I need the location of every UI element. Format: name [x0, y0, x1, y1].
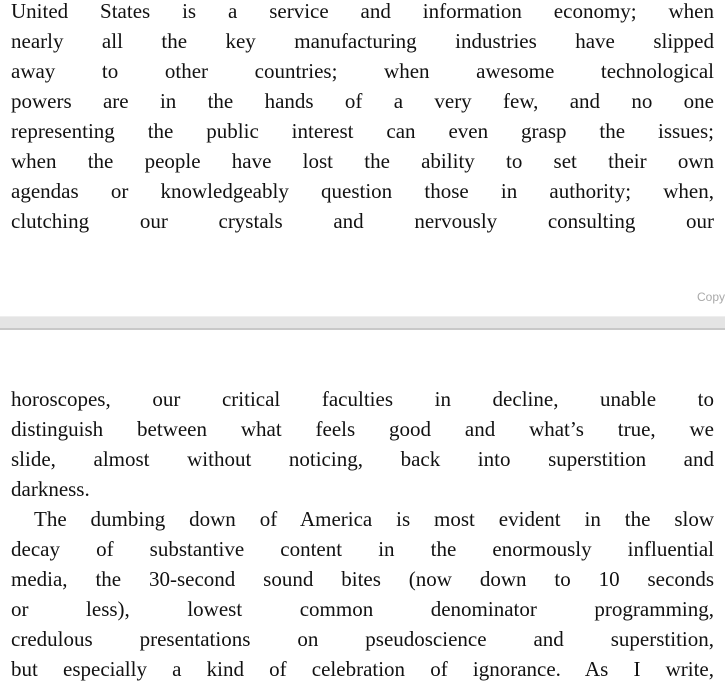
text-line: nearly all the key manufacturing industries have slipped — [11, 29, 714, 53]
text-line: but especially a kind of celebration of ignorance. As I write, — [11, 657, 714, 681]
text-line: United States is a service and information economy; when — [11, 0, 714, 23]
text-line: representing the public interest can even grasp the issues; — [11, 119, 714, 143]
text-line: distinguish between what feels good and what’s true, we — [11, 417, 714, 441]
text-line: credulous presentations on pseudoscience and superstition, — [11, 627, 714, 651]
page-top-text-block — [11, 0, 714, 236]
text-line: powers are in the hands of a very few, and no one — [11, 89, 714, 113]
text-line: or less), lowest common denominator programming, — [11, 597, 714, 621]
text-line: slide, almost without noticing, back into superstition and — [11, 447, 714, 471]
text-line: The dumbing down of America is most evident in the slow — [34, 507, 714, 531]
text-line: decay of substantive content in the enormously influential — [11, 537, 714, 561]
page-break-separator — [0, 316, 725, 330]
text-line: clutching our crystals and nervously consulting our — [11, 209, 714, 233]
text-line: darkness. — [11, 477, 90, 501]
text-line: media, the 30-second sound bites (now down to 10 seconds — [11, 567, 714, 591]
text-line: when the people have lost the ability to set their own — [11, 149, 714, 173]
copyright-footer-label: Copy — [697, 290, 725, 304]
page-bottom-text-block — [11, 384, 714, 684]
text-line: away to other countries; when awesome technological — [11, 59, 714, 83]
text-line: horoscopes, our critical faculties in decline, unable to — [11, 387, 714, 411]
text-line: agendas or knowledgeably question those in authority; when, — [11, 179, 714, 203]
